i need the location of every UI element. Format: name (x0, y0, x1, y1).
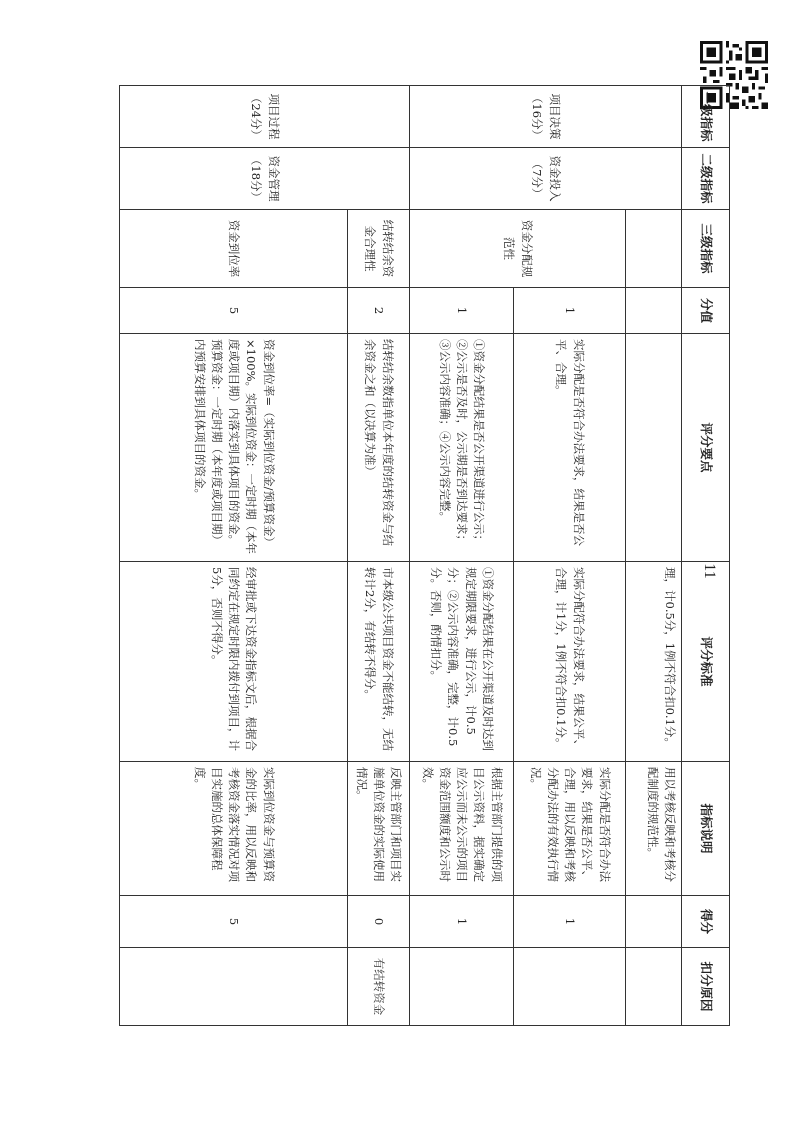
note-cell: 实际分配是否符合办法要求，结果是否公平、合理，用以反映和考核分配办法的有效执行情况。 (514, 762, 626, 896)
reason-cell (410, 948, 514, 1026)
table-row (348, 86, 410, 1026)
score-cell: 1 (514, 288, 626, 334)
level3-cell: 资金分配规范性 (410, 210, 626, 288)
points-cell: 实际分配是否符合办法要求，结果是否公平、合理。 (514, 334, 626, 562)
standard-continued: 理，计0.5分，1例不符合扣0.1分。 (626, 562, 682, 762)
level2-management: 资金管理（18分） (120, 148, 410, 210)
note-cell: 实际到位资金与预算资金的比率，用以反映和考核资金落实情况对项目实施的总体保障程度。 (120, 762, 348, 896)
reason-cell (120, 948, 348, 1026)
note-cell: 根据主管部门提供的项目公示资料，据实确定应公示而未公示的项目资金范围额度和公示时效。 (410, 762, 514, 896)
table-row (626, 86, 682, 1026)
got-cell: 5 (120, 896, 348, 948)
level3-cell: 结转结余资金合理性 (348, 210, 410, 288)
header-score: 分值 (682, 288, 730, 334)
header-level1: 一级指标 (682, 86, 730, 148)
note-continued: 用以考核反映和考核分配制度的规范性。 (626, 762, 682, 896)
header-points: 评分要点 (682, 334, 730, 562)
level2-funding: 资金投入（7分） (410, 148, 682, 210)
evaluation-table (120, 85, 730, 1025)
got-cell: 1 (514, 896, 626, 948)
header-note: 指标说明 (682, 762, 730, 896)
reason-cell: 有结转资金 (348, 948, 410, 1026)
standard-cell: 经审批或下达资金指标文后，根据合同约定在规定时限内拨付到项目，计5分，否则不得分。 (120, 562, 348, 762)
points-cell: ①资金分配结果是否公开渠道进行公示；②公示是否及时，公示期是否到达要求；③公示内容准确；④公示内容完整。 (410, 334, 514, 562)
points-cell: 结转结余数指单位本年度的结转资金与结余资金之和（以决算为准） (348, 334, 410, 562)
points-cell: 资金到位率=（实际到位资金/预算资金）×100%。实际到位资金：一定时期（本年度或项目期）内落实到具体项目的资金。预算资金：一定时期（本年度或项目期）内预算安排到具体项目的资金。 (120, 334, 348, 562)
table-container (120, 85, 730, 1025)
level1-decision: 项目决策（16分） (410, 86, 682, 148)
level3-cell: 资金到位率 (120, 210, 348, 288)
note-cell: 反映主管部门和项目实施单位资金的实际使用情况。 (348, 762, 410, 896)
standard-cell: 实际分配符合办法要求，结果公平、合理，计1分，1例不符合扣0.1分。 (514, 562, 626, 762)
table-row (514, 86, 626, 1026)
header-got: 得分 (682, 896, 730, 948)
header-reason: 扣分原因 (682, 948, 730, 1026)
got-cell: 0 (348, 896, 410, 948)
score-cell: 2 (348, 288, 410, 334)
reason-cell (514, 948, 626, 1026)
standard-cell: 市本级公共项目资金不能结转，无结转计2分，有结转不得分。 (348, 562, 410, 762)
got-cell: 1 (410, 896, 514, 948)
level1-process: 项目过程（24分） (120, 86, 410, 148)
standard-cell: ①资金分配结果在公开渠道及时达到规定期限要求，进行公示，计0.5分；②公示内容准确，完整，计0.5分。否则，酌情扣分。 (410, 562, 514, 762)
page-number: 11 (701, 563, 718, 579)
score-cell: 1 (410, 288, 514, 334)
score-cell: 5 (120, 288, 348, 334)
table-row (120, 86, 348, 1026)
header-standard: 评分标准 (682, 562, 730, 762)
header-row (682, 86, 730, 1026)
header-level2: 二级指标 (682, 148, 730, 210)
header-level3: 三级指标 (682, 210, 730, 288)
